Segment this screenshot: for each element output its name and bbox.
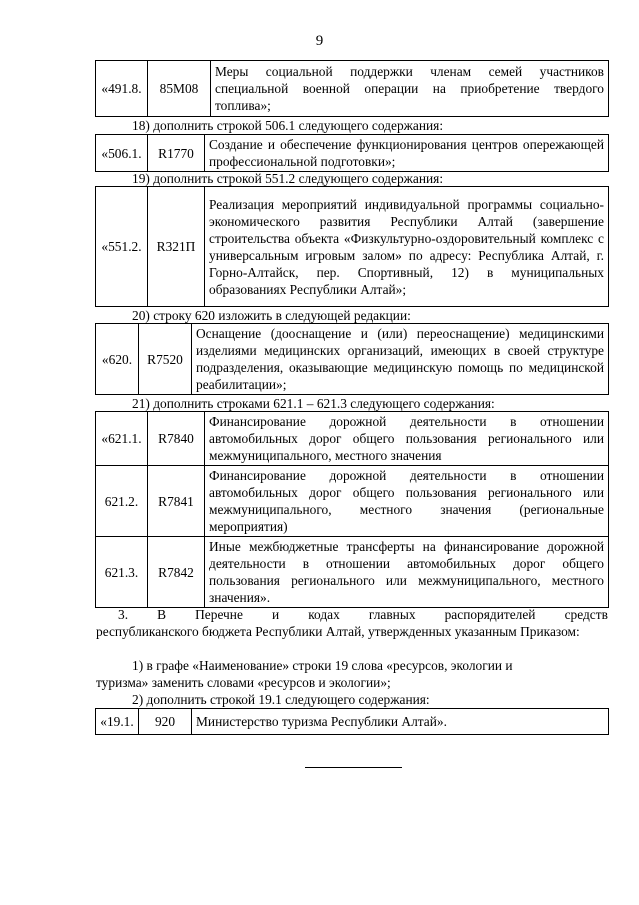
row-number: «621.1.	[96, 412, 148, 466]
paragraph-3-word: В	[157, 607, 167, 622]
table-551-2	[95, 186, 609, 307]
row-code: R7520	[139, 324, 192, 395]
table-row	[96, 187, 609, 307]
row-text: Создание и обеспечение функционирования центров опережающей профессиональной подготовки»;	[205, 135, 609, 172]
row-text: Министерство туризма Республики Алтай».	[192, 709, 609, 735]
instruction-19: 19) дополнить строкой 551.2 следующего содержания:	[132, 171, 444, 186]
row-text: Реализация мероприятий индивидуальной программы социально-экономического развития Республики Алтай (завершение строительства объекта «Физкультурно-оздоровительный комплекс с универсальным игровым залом» по адресу: Республика Алтай, г. Горно-Алтайск, пер. Спортивный, 12) в муниципальных образованиях Республики Алтай»;	[205, 187, 609, 307]
row-text: Оснащение (дооснащение и (или) переоснащение) медицинскими изделиями медицинских организаций, имеющих в своей структуре подразделения, оказывающие медицинскую помощь по медицинской реабилитации»;	[192, 324, 609, 395]
row-text: Финансирование дорожной деятельности в отношении автомобильных дорог общего пользования регионального или межмуниципального, местного значения (региональные мероприятия)	[205, 466, 609, 537]
instruction-2: 2) дополнить строкой 19.1 следующего содержания:	[132, 692, 430, 707]
row-text: Иные межбюджетные трансферты на финансирование дорожной деятельности в отношении автомобильных дорог общего пользования регионального или межмуниципального, местного значения».	[205, 537, 609, 608]
table-row	[96, 537, 609, 608]
closing-rule	[305, 767, 402, 768]
paragraph-3-rest: республиканского бюджета Республики Алтай, утвержденных указанным Приказом:	[96, 624, 580, 639]
row-code: R7841	[148, 466, 205, 537]
paragraph-3-first-line	[96, 606, 608, 623]
table-row	[96, 324, 609, 395]
row-code: R7842	[148, 537, 205, 608]
table-row	[96, 709, 609, 735]
row-text: Финансирование дорожной деятельности в отношении автомобильных дорог общего пользования регионального или межмуниципального, местного значения	[205, 412, 609, 466]
paragraph-3-word: средств	[564, 607, 608, 622]
instruction-21: 21) дополнить строками 621.1 – 621.3 следующего содержания:	[132, 396, 495, 411]
row-number: 621.3.	[96, 537, 148, 608]
paragraph-3-word: и	[271, 607, 280, 622]
row-code: R7840	[148, 412, 205, 466]
row-code: 920	[139, 709, 192, 735]
table-506-1	[95, 134, 609, 172]
paragraph-3-word: Перечне	[195, 607, 243, 622]
sub-item-1-line1: 1) в графе «Наименование» строки 19 слова «ресурсов, экологии и	[132, 658, 513, 673]
row-code: R1770	[148, 135, 205, 172]
row-code: R321П	[148, 187, 205, 307]
table-row	[96, 61, 609, 117]
table-621	[95, 411, 609, 608]
table-620	[95, 323, 609, 395]
page-number: 9	[315, 33, 324, 49]
row-number: «506.1.	[96, 135, 148, 172]
paragraph-3-word: главных	[368, 607, 416, 622]
instruction-18: 18) дополнить строкой 506.1 следующего содержания:	[132, 118, 444, 133]
row-text: Меры социальной поддержки членам семей участников специальной военной операции на приобретение твердого топлива»;	[211, 61, 609, 117]
paragraph-3-word: кодах	[308, 607, 340, 622]
table-491-8	[95, 60, 609, 117]
row-number: 621.2.	[96, 466, 148, 537]
table-row	[96, 466, 609, 537]
paragraph-3	[96, 606, 608, 640]
table-19-1	[95, 708, 609, 735]
row-number: «491.8.	[96, 61, 148, 117]
row-number: «19.1.	[96, 709, 139, 735]
sub-item-1-line2: туризма» заменить словами «ресурсов и экологии»;	[96, 675, 391, 690]
table-row	[96, 412, 609, 466]
paragraph-3-word: распорядителей	[444, 607, 536, 622]
paragraph-3-word: 3.	[118, 607, 129, 622]
row-number: «620.	[96, 324, 139, 395]
table-row	[96, 135, 609, 172]
row-code: 85М08	[148, 61, 211, 117]
instruction-20: 20) строку 620 изложить в следующей редакции:	[132, 308, 411, 323]
row-number: «551.2.	[96, 187, 148, 307]
